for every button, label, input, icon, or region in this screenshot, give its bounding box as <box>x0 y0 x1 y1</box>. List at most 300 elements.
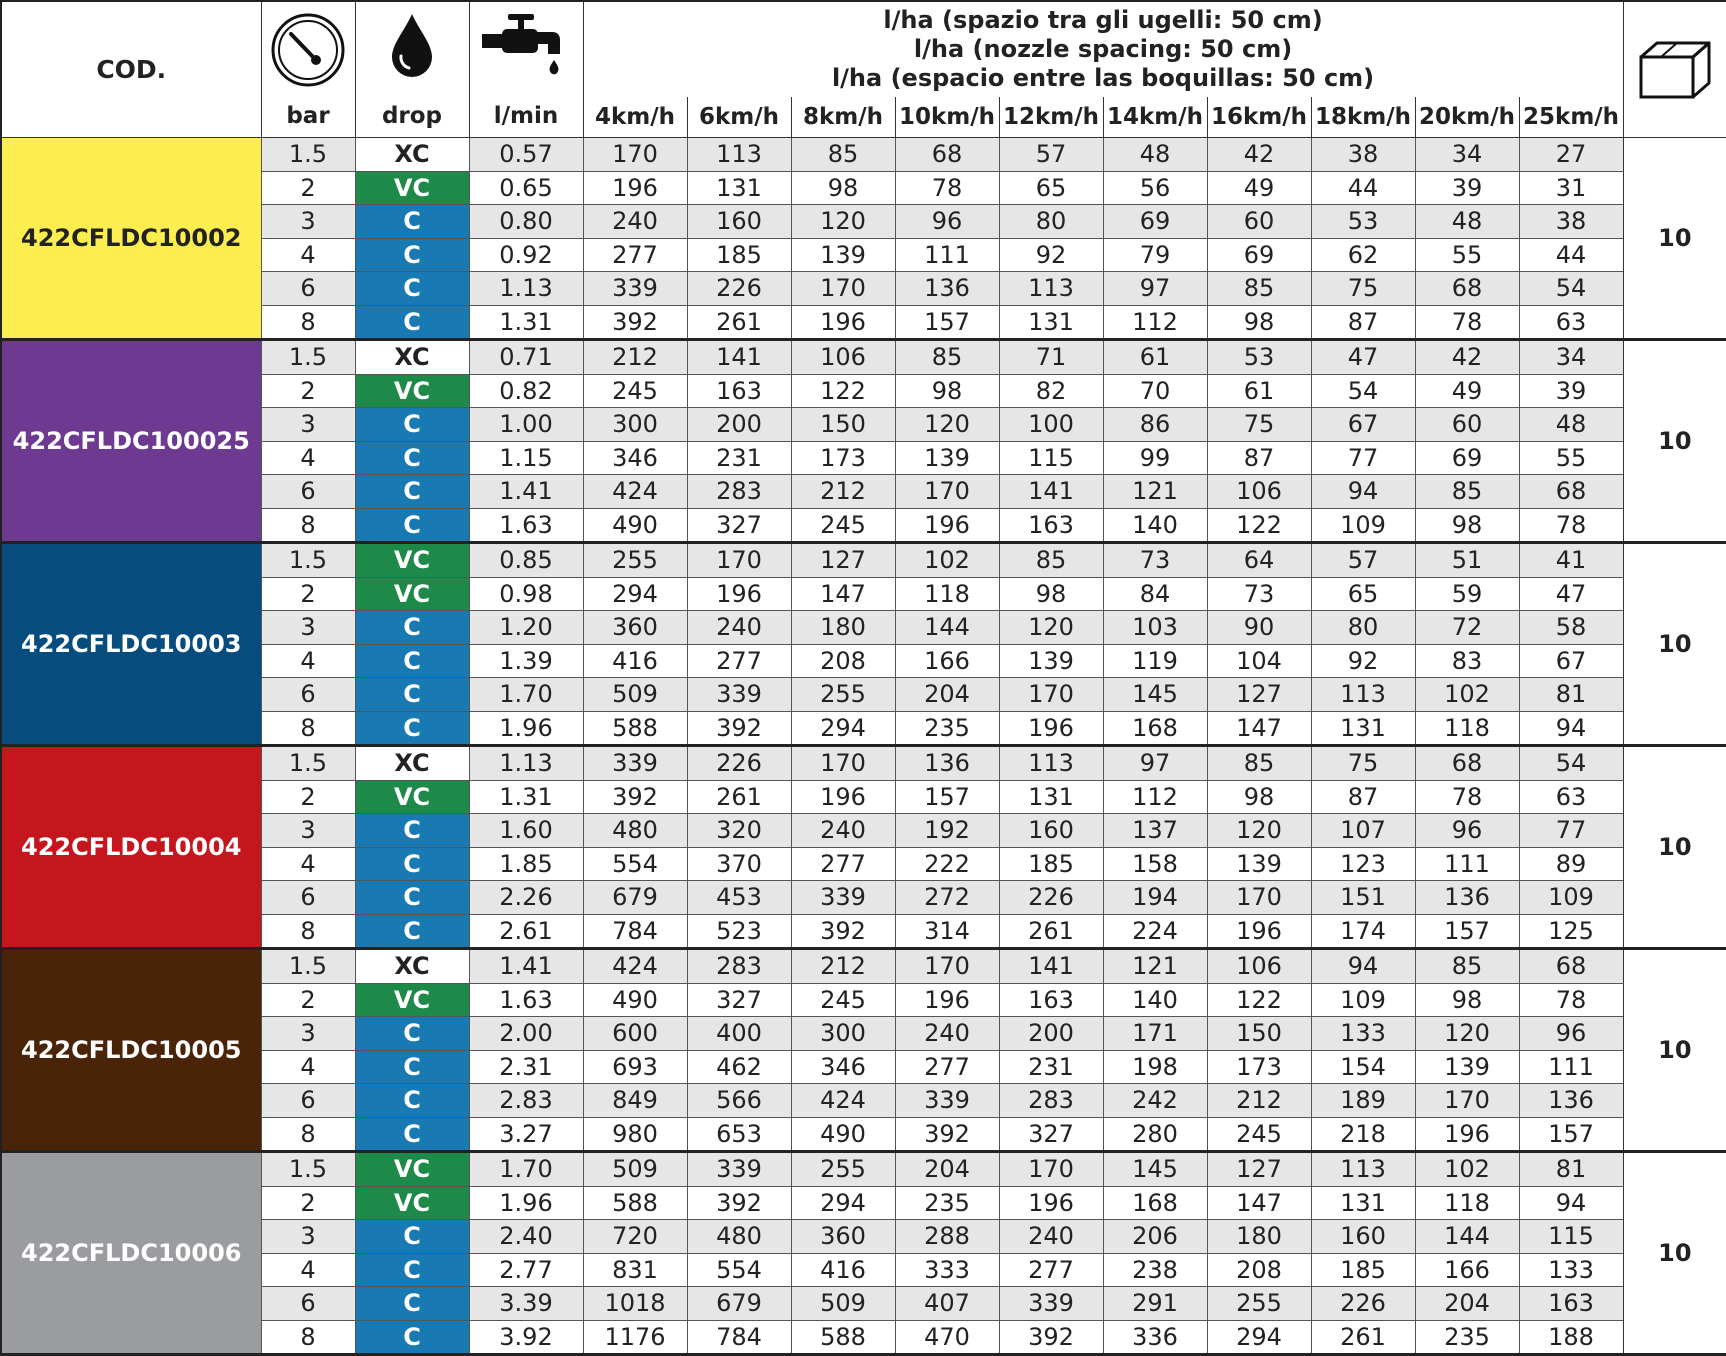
speed-column-header: 6km/h <box>687 97 791 138</box>
application-rate-cell: 277 <box>895 1050 999 1084</box>
application-rate-cell: 131 <box>687 171 791 205</box>
application-rate-cell: 58 <box>1519 611 1623 645</box>
drop-size-cell: VC <box>355 374 469 408</box>
application-rate-cell: 170 <box>1207 881 1311 915</box>
application-rate-cell: 151 <box>1311 881 1415 915</box>
drop-size-cell: C <box>355 1050 469 1084</box>
application-rate-cell: 94 <box>1519 711 1623 746</box>
application-rate-cell: 57 <box>999 138 1103 172</box>
application-rate-cell: 424 <box>583 475 687 509</box>
application-rate-cell: 59 <box>1415 577 1519 611</box>
application-rate-cell: 78 <box>1415 305 1519 340</box>
flow-rate-cell: 1.70 <box>469 1152 583 1187</box>
application-rate-cell: 104 <box>1207 644 1311 678</box>
application-rate-cell: 255 <box>1207 1287 1311 1321</box>
application-rate-cell: 106 <box>1207 475 1311 509</box>
application-rate-cell: 198 <box>1103 1050 1207 1084</box>
application-rate-cell: 48 <box>1415 205 1519 239</box>
application-rate-cell: 120 <box>1415 1017 1519 1051</box>
drop-size-cell: C <box>355 678 469 712</box>
application-rate-cell: 147 <box>791 577 895 611</box>
application-rate-cell: 55 <box>1415 238 1519 272</box>
application-rate-cell: 92 <box>1311 644 1415 678</box>
application-rate-cell: 71 <box>999 340 1103 375</box>
application-rate-cell: 67 <box>1311 408 1415 442</box>
application-rate-cell: 133 <box>1519 1253 1623 1287</box>
application-rate-cell: 339 <box>687 678 791 712</box>
application-rate-cell: 49 <box>1207 171 1311 205</box>
application-rate-cell: 283 <box>687 949 791 984</box>
table-row <box>1 138 1726 172</box>
nozzle-code-cell: 422CFLDC10002 <box>1 138 261 340</box>
application-rate-cell: 194 <box>1103 881 1207 915</box>
application-rate-cell: 300 <box>791 1017 895 1051</box>
pressure-cell: 2 <box>261 171 355 205</box>
application-rate-cell: 277 <box>999 1253 1103 1287</box>
application-rate-cell: 125 <box>1519 914 1623 949</box>
application-rate-cell: 140 <box>1103 983 1207 1017</box>
flow-rate-cell: 0.98 <box>469 577 583 611</box>
application-rate-cell: 173 <box>1207 1050 1311 1084</box>
pack-quantity-cell: 10 <box>1623 746 1726 949</box>
application-rate-cell: 336 <box>1103 1320 1207 1355</box>
pressure-cell: 8 <box>261 305 355 340</box>
application-rate-cell: 94 <box>1519 1186 1623 1220</box>
application-rate-cell: 163 <box>999 508 1103 543</box>
application-rate-cell: 38 <box>1311 138 1415 172</box>
pressure-header-label: bar <box>286 103 330 129</box>
drop-size-cell: C <box>355 475 469 509</box>
nozzle-code-cell: 422CFLDC10005 <box>1 949 261 1152</box>
application-rate-cell: 392 <box>895 1117 999 1152</box>
application-rate-cell: 157 <box>1519 1117 1623 1152</box>
application-rate-cell: 523 <box>687 914 791 949</box>
application-rate-cell: 100 <box>999 408 1103 442</box>
pack-quantity-cell: 10 <box>1623 543 1726 746</box>
application-rate-cell: 139 <box>895 441 999 475</box>
application-rate-cell: 235 <box>895 1186 999 1220</box>
application-rate-cell: 145 <box>1103 1152 1207 1187</box>
application-rate-cell: 75 <box>1207 408 1311 442</box>
application-rate-cell: 84 <box>1103 577 1207 611</box>
application-rate-cell: 346 <box>791 1050 895 1084</box>
application-rate-cell: 69 <box>1415 441 1519 475</box>
application-rate-cell: 97 <box>1103 746 1207 781</box>
application-rate-cell: 261 <box>687 305 791 340</box>
application-rate-cell: 462 <box>687 1050 791 1084</box>
application-rate-cell: 424 <box>791 1084 895 1118</box>
pressure-cell: 3 <box>261 205 355 239</box>
application-rate-cell: 509 <box>583 1152 687 1187</box>
pack-quantity-cell: 10 <box>1623 340 1726 543</box>
flow-rate-cell: 0.92 <box>469 238 583 272</box>
pressure-cell: 2 <box>261 577 355 611</box>
flow-rate-cell: 0.65 <box>469 171 583 205</box>
application-rate-cell: 277 <box>583 238 687 272</box>
application-rate-cell: 174 <box>1311 914 1415 949</box>
application-rate-cell: 238 <box>1103 1253 1207 1287</box>
application-rate-cell: 166 <box>1415 1253 1519 1287</box>
application-rate-cell: 112 <box>1103 305 1207 340</box>
application-rate-cell: 86 <box>1103 408 1207 442</box>
application-rate-cell: 245 <box>1207 1117 1311 1152</box>
flow-rate-cell: 1.00 <box>469 408 583 442</box>
flow-rate-cell: 1.41 <box>469 475 583 509</box>
application-rate-cell: 118 <box>1415 1186 1519 1220</box>
application-rate-cell: 78 <box>1519 983 1623 1017</box>
pressure-cell: 4 <box>261 1050 355 1084</box>
application-rate-cell: 185 <box>999 847 1103 881</box>
application-rate-cell: 392 <box>687 711 791 746</box>
application-rate-cell: 218 <box>1311 1117 1415 1152</box>
application-rate-cell: 679 <box>687 1287 791 1321</box>
application-rate-cell: 158 <box>1103 847 1207 881</box>
pressure-cell: 6 <box>261 475 355 509</box>
application-rate-cell: 48 <box>1519 408 1623 442</box>
speed-column-header: 10km/h <box>895 97 999 138</box>
application-rate-cell: 61 <box>1207 374 1311 408</box>
application-rate-cell: 150 <box>1207 1017 1311 1051</box>
flow-rate-cell: 1.63 <box>469 983 583 1017</box>
pressure-cell: 1.5 <box>261 949 355 984</box>
application-rate-cell: 163 <box>1519 1287 1623 1321</box>
application-rate-cell: 784 <box>583 914 687 949</box>
application-rate-cell: 113 <box>687 138 791 172</box>
application-rate-cell: 240 <box>999 1220 1103 1254</box>
application-rate-cell: 453 <box>687 881 791 915</box>
application-rate-cell: 47 <box>1519 577 1623 611</box>
application-rate-cell: 831 <box>583 1253 687 1287</box>
application-rate-cell: 480 <box>583 814 687 848</box>
application-rate-cell: 78 <box>895 171 999 205</box>
flow-rate-cell: 0.82 <box>469 374 583 408</box>
application-rate-cell: 67 <box>1519 644 1623 678</box>
pressure-cell: 8 <box>261 914 355 949</box>
application-rate-cell: 283 <box>999 1084 1103 1118</box>
application-rate-cell: 94 <box>1311 949 1415 984</box>
flow-rate-cell: 2.83 <box>469 1084 583 1118</box>
pressure-cell: 6 <box>261 272 355 306</box>
application-rate-cell: 784 <box>687 1320 791 1355</box>
application-rate-cell: 224 <box>1103 914 1207 949</box>
drop-column-header <box>355 1 469 138</box>
application-rate-cell: 79 <box>1103 238 1207 272</box>
drop-size-cell: VC <box>355 1152 469 1187</box>
flow-rate-cell: 1.20 <box>469 611 583 645</box>
application-rate-cell: 255 <box>791 678 895 712</box>
water-tap-icon <box>480 10 572 82</box>
application-rate-cell: 204 <box>1415 1287 1519 1321</box>
application-rate-cell: 34 <box>1519 340 1623 375</box>
application-rate-cell: 170 <box>583 138 687 172</box>
drop-size-cell: C <box>355 914 469 949</box>
application-rate-cell: 102 <box>1415 678 1519 712</box>
rate-title-header <box>583 1 1623 97</box>
application-rate-cell: 170 <box>791 272 895 306</box>
application-rate-cell: 147 <box>1207 711 1311 746</box>
application-rate-cell: 55 <box>1519 441 1623 475</box>
application-rate-cell: 120 <box>999 611 1103 645</box>
application-rate-cell: 39 <box>1519 374 1623 408</box>
application-rate-cell: 849 <box>583 1084 687 1118</box>
application-rate-cell: 34 <box>1415 138 1519 172</box>
application-rate-cell: 392 <box>791 914 895 949</box>
table-row <box>1 949 1726 984</box>
application-rate-cell: 65 <box>999 171 1103 205</box>
application-rate-cell: 85 <box>1207 746 1311 781</box>
application-rate-cell: 157 <box>895 305 999 340</box>
application-rate-cell: 240 <box>583 205 687 239</box>
nozzle-code-cell: 422CFLDC10003 <box>1 543 261 746</box>
application-rate-cell: 136 <box>895 272 999 306</box>
speed-column-header: 12km/h <box>999 97 1103 138</box>
application-rate-cell: 98 <box>1415 508 1519 543</box>
pressure-cell: 8 <box>261 508 355 543</box>
pressure-cell: 1.5 <box>261 340 355 375</box>
application-rate-cell: 77 <box>1311 441 1415 475</box>
application-rate-cell: 196 <box>999 1186 1103 1220</box>
flow-rate-cell: 1.13 <box>469 272 583 306</box>
application-rate-cell: 131 <box>999 780 1103 814</box>
application-rate-cell: 106 <box>791 340 895 375</box>
pressure-cell: 2 <box>261 374 355 408</box>
pressure-cell: 3 <box>261 1017 355 1051</box>
application-rate-cell: 212 <box>791 475 895 509</box>
speed-column-header: 18km/h <box>1311 97 1415 138</box>
application-rate-cell: 407 <box>895 1287 999 1321</box>
application-rate-cell: 56 <box>1103 171 1207 205</box>
application-rate-cell: 170 <box>895 949 999 984</box>
application-rate-cell: 588 <box>583 1186 687 1220</box>
application-rate-cell: 212 <box>791 949 895 984</box>
application-rate-cell: 42 <box>1207 138 1311 172</box>
application-rate-cell: 509 <box>791 1287 895 1321</box>
application-rate-cell: 980 <box>583 1117 687 1152</box>
drop-size-cell: C <box>355 644 469 678</box>
application-rate-cell: 196 <box>791 780 895 814</box>
application-rate-cell: 490 <box>583 508 687 543</box>
application-rate-cell: 113 <box>1311 678 1415 712</box>
application-rate-cell: 68 <box>1415 272 1519 306</box>
application-rate-cell: 180 <box>791 611 895 645</box>
application-rate-cell: 80 <box>999 205 1103 239</box>
application-rate-cell: 57 <box>1311 543 1415 578</box>
table-row <box>1 1152 1726 1187</box>
flow-rate-cell: 1.63 <box>469 508 583 543</box>
speed-column-header: 14km/h <box>1103 97 1207 138</box>
application-rate-cell: 339 <box>999 1287 1103 1321</box>
flow-rate-cell: 1.41 <box>469 949 583 984</box>
application-rate-cell: 92 <box>999 238 1103 272</box>
application-rate-cell: 121 <box>1103 475 1207 509</box>
application-rate-cell: 157 <box>1415 914 1519 949</box>
flow-rate-cell: 1.31 <box>469 780 583 814</box>
drop-size-cell: VC <box>355 543 469 578</box>
application-rate-cell: 85 <box>1415 475 1519 509</box>
pressure-cell: 4 <box>261 441 355 475</box>
speed-column-header: 20km/h <box>1415 97 1519 138</box>
application-rate-cell: 226 <box>687 746 791 781</box>
application-rate-cell: 196 <box>999 711 1103 746</box>
pack-quantity-cell: 10 <box>1623 1152 1726 1355</box>
pack-column-header <box>1623 1 1726 138</box>
application-rate-cell: 112 <box>1103 780 1207 814</box>
drop-size-cell: C <box>355 305 469 340</box>
application-rate-cell: 294 <box>583 577 687 611</box>
application-rate-cell: 87 <box>1311 780 1415 814</box>
application-rate-cell: 63 <box>1519 780 1623 814</box>
application-rate-cell: 47 <box>1311 340 1415 375</box>
application-rate-cell: 75 <box>1311 746 1415 781</box>
drop-size-cell: C <box>355 881 469 915</box>
application-rate-cell: 653 <box>687 1117 791 1152</box>
application-rate-cell: 99 <box>1103 441 1207 475</box>
application-rate-cell: 339 <box>583 746 687 781</box>
application-rate-cell: 139 <box>1415 1050 1519 1084</box>
application-rate-cell: 127 <box>791 543 895 578</box>
pressure-cell: 3 <box>261 611 355 645</box>
application-rate-cell: 255 <box>583 543 687 578</box>
application-rate-cell: 113 <box>999 272 1103 306</box>
pressure-cell: 8 <box>261 1320 355 1355</box>
drop-size-cell: C <box>355 1117 469 1152</box>
application-rate-cell: 160 <box>1311 1220 1415 1254</box>
flow-rate-cell: 1.96 <box>469 711 583 746</box>
application-rate-cell: 98 <box>1207 305 1311 340</box>
application-rate-cell: 85 <box>1415 949 1519 984</box>
table-row <box>1 746 1726 781</box>
application-rate-cell: 39 <box>1415 171 1519 205</box>
flow-column-header <box>469 1 583 138</box>
application-rate-cell: 693 <box>583 1050 687 1084</box>
application-rate-cell: 235 <box>1415 1320 1519 1355</box>
application-rate-cell: 240 <box>895 1017 999 1051</box>
pressure-cell: 4 <box>261 847 355 881</box>
application-rate-cell: 180 <box>1207 1220 1311 1254</box>
application-rate-cell: 1018 <box>583 1287 687 1321</box>
application-rate-cell: 333 <box>895 1253 999 1287</box>
application-rate-cell: 41 <box>1519 543 1623 578</box>
flow-rate-cell: 2.61 <box>469 914 583 949</box>
drop-size-cell: VC <box>355 983 469 1017</box>
flow-rate-cell: 1.15 <box>469 441 583 475</box>
application-rate-cell: 208 <box>1207 1253 1311 1287</box>
drop-size-cell: C <box>355 508 469 543</box>
application-rate-cell: 261 <box>999 914 1103 949</box>
application-rate-cell: 196 <box>895 983 999 1017</box>
application-rate-cell: 78 <box>1519 508 1623 543</box>
application-rate-cell: 122 <box>1207 508 1311 543</box>
application-rate-cell: 320 <box>687 814 791 848</box>
application-rate-cell: 140 <box>1103 508 1207 543</box>
application-rate-cell: 63 <box>1519 305 1623 340</box>
application-rate-cell: 64 <box>1207 543 1311 578</box>
application-rate-cell: 69 <box>1207 238 1311 272</box>
application-rate-cell: 89 <box>1519 847 1623 881</box>
application-rate-cell: 147 <box>1207 1186 1311 1220</box>
drop-size-cell: C <box>355 205 469 239</box>
drop-size-cell: C <box>355 814 469 848</box>
application-rate-cell: 136 <box>1519 1084 1623 1118</box>
drop-size-cell: VC <box>355 171 469 205</box>
application-rate-cell: 111 <box>1519 1050 1623 1084</box>
application-rate-cell: 31 <box>1519 171 1623 205</box>
pressure-cell: 1.5 <box>261 746 355 781</box>
application-rate-cell: 154 <box>1311 1050 1415 1084</box>
box-icon <box>1637 37 1713 103</box>
application-rate-cell: 314 <box>895 914 999 949</box>
pressure-cell: 4 <box>261 238 355 272</box>
application-rate-cell: 424 <box>583 949 687 984</box>
application-rate-cell: 170 <box>687 543 791 578</box>
application-rate-cell: 163 <box>999 983 1103 1017</box>
application-rate-cell: 255 <box>791 1152 895 1187</box>
flow-rate-cell: 1.31 <box>469 305 583 340</box>
drop-size-cell: VC <box>355 577 469 611</box>
application-rate-cell: 231 <box>687 441 791 475</box>
application-rate-cell: 392 <box>583 780 687 814</box>
application-rate-cell: 42 <box>1415 340 1519 375</box>
flow-header-label: l/min <box>493 103 559 129</box>
application-rate-cell: 294 <box>791 1186 895 1220</box>
application-rate-cell: 196 <box>583 171 687 205</box>
application-rate-cell: 131 <box>999 305 1103 340</box>
application-rate-cell: 720 <box>583 1220 687 1254</box>
flow-rate-cell: 2.77 <box>469 1253 583 1287</box>
flow-rate-cell: 1.70 <box>469 678 583 712</box>
application-rate-cell: 170 <box>999 1152 1103 1187</box>
application-rate-cell: 73 <box>1103 543 1207 578</box>
code-column-header <box>1 1 261 138</box>
application-rate-cell: 588 <box>583 711 687 746</box>
application-rate-cell: 121 <box>1103 949 1207 984</box>
rate-title-italian: l/ha (spazio tra gli ugelli: 50 cm) <box>883 6 1323 34</box>
application-rate-cell: 109 <box>1311 508 1415 543</box>
application-rate-cell: 196 <box>1415 1117 1519 1152</box>
application-rate-cell: 226 <box>687 272 791 306</box>
application-rate-cell: 400 <box>687 1017 791 1051</box>
application-rate-cell: 111 <box>895 238 999 272</box>
nozzle-code-cell: 422CFLDC100025 <box>1 340 261 543</box>
pressure-cell: 6 <box>261 678 355 712</box>
application-rate-cell: 168 <box>1103 1186 1207 1220</box>
drop-size-cell: C <box>355 408 469 442</box>
application-rate-cell: 168 <box>1103 711 1207 746</box>
application-rate-cell: 102 <box>895 543 999 578</box>
application-rate-cell: 94 <box>1311 475 1415 509</box>
application-rate-cell: 44 <box>1311 171 1415 205</box>
application-rate-cell: 144 <box>895 611 999 645</box>
drop-size-cell: VC <box>355 1186 469 1220</box>
drop-size-cell: C <box>355 1084 469 1118</box>
application-rate-cell: 122 <box>1207 983 1311 1017</box>
application-rate-cell: 27 <box>1519 138 1623 172</box>
application-rate-cell: 163 <box>687 374 791 408</box>
pressure-cell: 8 <box>261 711 355 746</box>
application-rate-cell: 185 <box>687 238 791 272</box>
pressure-cell: 4 <box>261 644 355 678</box>
application-rate-cell: 288 <box>895 1220 999 1254</box>
nozzle-code-cell: 422CFLDC10006 <box>1 1152 261 1355</box>
drop-size-cell: XC <box>355 746 469 781</box>
application-rate-cell: 98 <box>1207 780 1311 814</box>
flow-rate-cell: 1.85 <box>469 847 583 881</box>
application-rate-cell: 141 <box>687 340 791 375</box>
drop-size-cell: C <box>355 1220 469 1254</box>
application-rate-cell: 107 <box>1311 814 1415 848</box>
pressure-cell: 3 <box>261 1220 355 1254</box>
application-rate-cell: 392 <box>687 1186 791 1220</box>
